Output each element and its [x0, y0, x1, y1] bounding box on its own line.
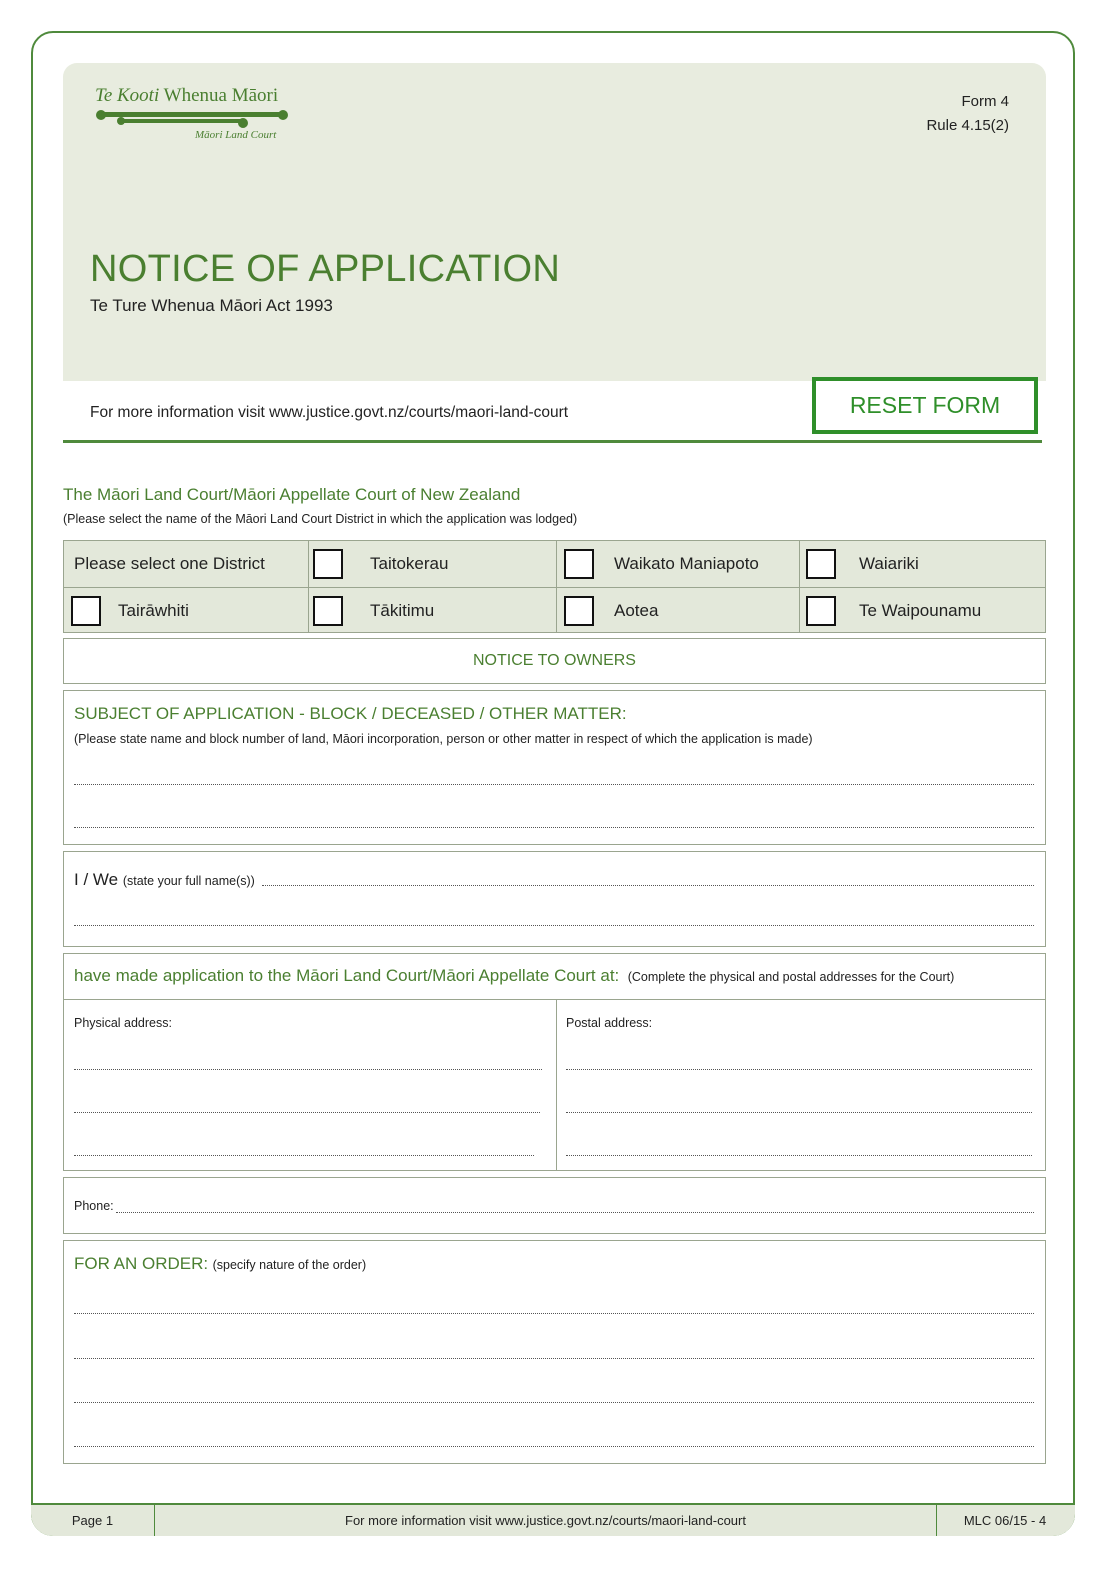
- court-note: (Please select the name of the Māori Land Court District in which the application was lodged): [63, 512, 578, 526]
- order-heading-row: [74, 1254, 366, 1274]
- footer-page-number: Page 1: [71, 1513, 114, 1528]
- page-title: NOTICE OF APPLICATION: [90, 248, 561, 290]
- aotea-checkbox[interactable]: [564, 596, 594, 626]
- notice-to-owners-heading: NOTICE TO OWNERS: [473, 652, 636, 669]
- footer-info: For more information visit www.justice.govt.nz/courts/maori-land-court: [345, 1513, 746, 1528]
- postal-address-label: Postal address:: [566, 1016, 653, 1030]
- taitokerau-checkbox[interactable]: [313, 549, 343, 579]
- form-reference: [926, 90, 1009, 138]
- order-panel: [63, 1240, 1046, 1464]
- district-prompt-cell: [64, 541, 309, 587]
- logo-subtitle: Māori Land Court: [195, 129, 277, 141]
- subject-line-1[interactable]: [74, 784, 1034, 785]
- district-option-takitimu[interactable]: [309, 587, 557, 633]
- district-label: Aotea: [614, 600, 659, 620]
- waikato-maniapoto-checkbox[interactable]: [564, 549, 594, 579]
- footer-form-code: MLC 06/15 - 4: [963, 1513, 1047, 1528]
- phone-label: Phone:: [74, 1199, 114, 1213]
- page-footer: [31, 1503, 1075, 1536]
- application-heading-row: [74, 966, 954, 986]
- applicant-note: (state your full name(s)): [122, 874, 255, 888]
- subject-heading: SUBJECT OF APPLICATION - BLOCK / DECEASED / OTHER MATTER:: [74, 704, 627, 723]
- subject-note: (Please state name and block number of land, Māori incorporation, person or other matter in respect of which the application is made): [74, 732, 813, 746]
- district-option-aotea[interactable]: [557, 587, 800, 633]
- subject-panel: [63, 690, 1046, 845]
- te-waipounamu-checkbox[interactable]: [806, 596, 836, 626]
- district-label: Waikato Maniapoto: [614, 554, 759, 573]
- order-line-3[interactable]: [74, 1402, 1034, 1403]
- district-selector: [63, 540, 1046, 633]
- district-option-waiariki[interactable]: [800, 541, 1045, 587]
- district-label: Te Waipounamu: [859, 600, 982, 620]
- logo-koru-icon: [93, 107, 293, 129]
- takitimu-checkbox[interactable]: [313, 596, 343, 626]
- district-option-taitokerau[interactable]: [309, 541, 557, 587]
- district-option-waikato-maniapoto[interactable]: [557, 541, 800, 587]
- court-heading: The Māori Land Court/Māori Appellate Court of New Zealand: [63, 485, 521, 504]
- district-prompt: Please select one District: [74, 554, 265, 573]
- postal-address-line-1[interactable]: [566, 1069, 1032, 1070]
- application-note: (Complete the physical and postal addresses for the Court): [627, 970, 955, 984]
- district-option-tairawhiti[interactable]: [64, 587, 309, 633]
- district-option-te-waipounamu[interactable]: [800, 587, 1045, 633]
- address-column-divider: [556, 999, 557, 1170]
- applicant-panel: [63, 851, 1046, 947]
- applicant-label: I / We: [74, 870, 119, 889]
- order-line-2[interactable]: [74, 1358, 1034, 1359]
- order-heading: FOR AN ORDER:: [74, 1254, 209, 1273]
- postal-address-line-2[interactable]: [566, 1112, 1032, 1113]
- form-rule: Rule 4.15(2): [926, 117, 1009, 134]
- subject-line-2[interactable]: [74, 827, 1034, 828]
- applicant-name-line-1[interactable]: [262, 885, 1034, 886]
- logo-title-italic: Te Kooti: [95, 85, 160, 106]
- page-subtitle: Te Ture Whenua Māori Act 1993: [90, 296, 333, 315]
- district-label: Taitokerau: [370, 554, 449, 573]
- district-label: Tākitimu: [370, 600, 435, 620]
- tairawhiti-checkbox[interactable]: [71, 596, 101, 626]
- waiariki-checkbox[interactable]: [806, 549, 836, 579]
- court-logo: [93, 85, 293, 147]
- physical-address-line-3[interactable]: [74, 1155, 534, 1156]
- application-divider: [64, 999, 1045, 1000]
- reset-form-button[interactable]: RESET FORM: [812, 377, 1038, 434]
- order-line-4[interactable]: [74, 1446, 1034, 1447]
- physical-address-line-1[interactable]: [74, 1069, 542, 1070]
- logo-title-rest: Whenua Māori: [163, 85, 279, 106]
- info-line: For more information visit www.justice.govt.nz/courts/maori-land-court: [90, 404, 569, 421]
- phone-line[interactable]: [116, 1212, 1034, 1213]
- postal-address-line-3[interactable]: [566, 1155, 1032, 1156]
- district-label: Tairāwhiti: [118, 600, 189, 620]
- district-label: Waiariki: [859, 554, 919, 573]
- application-panel: [63, 953, 1046, 1171]
- form-number: Form 4: [961, 93, 1009, 110]
- phone-panel: [63, 1177, 1046, 1234]
- application-heading: have made application to the Māori Land Court/Māori Appellate Court at:: [74, 966, 620, 985]
- notice-to-owners-panel: [63, 638, 1046, 684]
- header-divider: [63, 440, 1042, 443]
- order-note: (specify nature of the order): [212, 1258, 367, 1272]
- logo-title: [95, 85, 278, 107]
- applicant-label-row: [74, 870, 255, 890]
- physical-address-line-2[interactable]: [74, 1112, 540, 1113]
- order-line-1[interactable]: [74, 1313, 1034, 1314]
- applicant-name-line-2[interactable]: [74, 925, 1034, 926]
- physical-address-label: Physical address:: [74, 1016, 172, 1030]
